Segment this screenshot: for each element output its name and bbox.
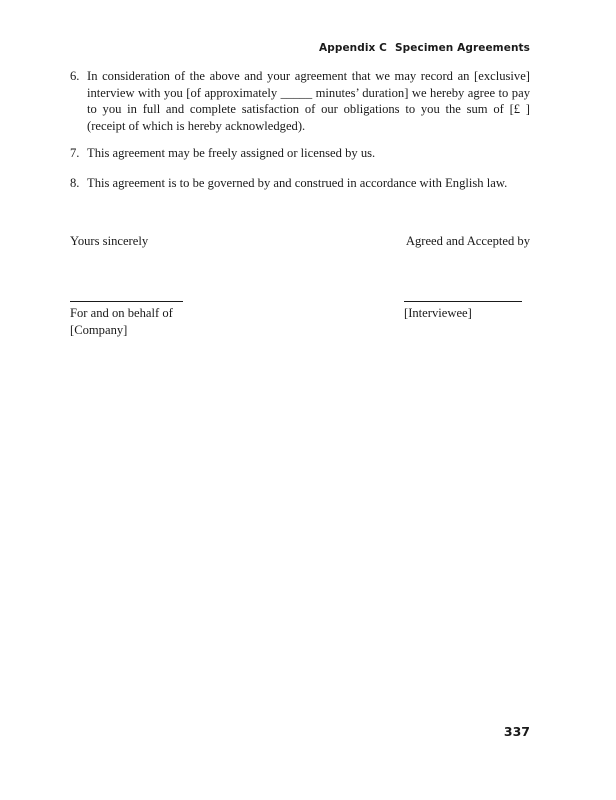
- clause-8: [70, 175, 530, 192]
- closing-yours-sincerely: Yours sincerely: [70, 234, 149, 248]
- company-signature-block: [70, 305, 173, 338]
- clause-6: [70, 68, 530, 134]
- appendix-label: Appendix C: [318, 42, 387, 54]
- interviewee-signature-line: [404, 301, 522, 302]
- clause-text: This agreement is to be governed by and construed in accordance with English law.: [87, 176, 508, 190]
- clause-7: [70, 145, 530, 162]
- clause-number: 6.: [70, 69, 80, 83]
- clause-number: 7.: [70, 146, 80, 160]
- clause-text: This agreement may be freely assigned or licensed by us.: [87, 146, 376, 160]
- page-number: 337: [503, 724, 530, 739]
- running-header: [319, 42, 530, 54]
- signatory-caption: For and on behalf of: [70, 306, 173, 320]
- closing-agreed-accepted: Agreed and Accepted by: [405, 234, 530, 248]
- interviewee-placeholder: [Interviewee]: [404, 306, 472, 320]
- interviewee-signature-block: [404, 305, 472, 322]
- clause-text: In consideration of the above and your agreement that we may record an [exclusive] interview with you [of approximately _____ minutes’ duration] we hereby agree to pay to you in full and complete satisfaction of our obligations to you the sum of [£ ] (receipt of which is hereby acknowledged).: [87, 69, 530, 133]
- clause-number: 8.: [70, 176, 80, 190]
- appendix-title: Specimen Agreements: [395, 42, 530, 54]
- company-signature-line: [70, 301, 183, 302]
- company-placeholder: [Company]: [70, 322, 128, 337]
